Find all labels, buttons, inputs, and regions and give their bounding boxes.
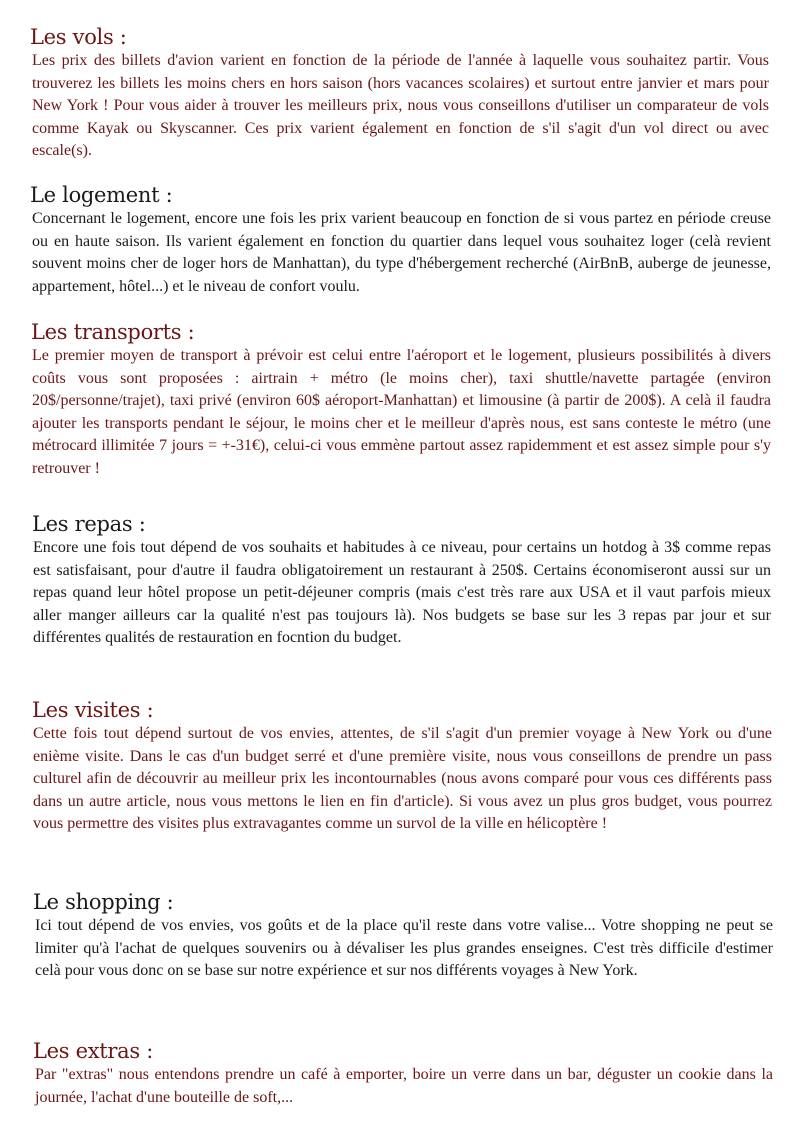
section-body: Les prix des billets d'avion varient en fonction de la période de l'année à laquelle vous souhaitez partir. Vous trouverez les billets les moins chers en hors saison (hors vacances scolaires) et surtout entre janvier et mars pour New York ! Pour vous aider à trouver les meilleurs prix, nous vous conseillons d'utiliser un comparateur de vols comme Kayak ou Skyscanner. Ces prix varient également en fonction de s'il s'agit d'un vol direct ou avec escale(s). bbox=[32, 52, 769, 160]
section-heading: Les extras : bbox=[33, 1039, 154, 1063]
section-heading: Les visites : bbox=[32, 698, 154, 722]
section-heading: Le shopping : bbox=[33, 890, 174, 914]
section-body: Le premier moyen de transport à prévoir est celui entre l'aéroport et le logement, plusieurs possibilités à divers coûts vous sont proposées : airtrain + métro (le moins cher), taxi shuttle/navette partagée (environ 20$/personne/trajet), taxi privé (environ 60$ aéroport-Manhattan) et limousine (à partir de 200$). A celà il faudra ajouter les transports pendant le séjour, le moins cher et le meilleur d'après nous, est sans conteste le métro (une métrocard illimitée 7 jours = +-31€), celui-ci vous emmène partout assez rapidemment et est assez simple pour s'y retrouver ! bbox=[32, 347, 771, 477]
section-heading: Les repas : bbox=[32, 512, 146, 536]
section-repas bbox=[0, 511, 801, 650]
section-heading: Les transports : bbox=[31, 320, 195, 344]
section-transports bbox=[0, 319, 801, 481]
section-logement bbox=[0, 182, 801, 298]
section-body: Encore une fois tout dépend de vos souhaits et habitudes à ce niveau, pour certains un hotdog à 3$ comme repas est satisfaisant, pour d'autre il faudra obligatoirement un restaurant à 250$. Certains économiseront aussi sur un repas quand leur hôtel propose un petit-déjeuner compris (mais c'est très rare aux USA et il vaut parfois mieux aller manger ailleurs car la qualité n'est pas toujours là). Nos budgets se base sur les 3 repas par jour et sur différentes qualités de restauration en focntion du budget. bbox=[33, 539, 771, 647]
section-vols bbox=[0, 24, 801, 163]
section-visites bbox=[0, 697, 801, 836]
section-shopping bbox=[0, 889, 801, 983]
section-heading: Le logement : bbox=[30, 183, 173, 207]
section-body: Ici tout dépend de vos envies, vos goûts et de la place qu'il reste dans votre valise... Votre shopping ne peut se limiter qu'à l'achat de quelques souvenirs ou à dévaliser les plus grandes enseignes. C'est très difficile d'estimer celà pour vous donc on se base sur notre expérience et sur nos différents voyages à New York. bbox=[35, 917, 773, 980]
section-heading: Les vols : bbox=[30, 25, 127, 49]
section-body: Concernant le logement, encore une fois les prix varient beaucoup en fonction de si vous partez en période creuse ou en haute saison. Ils varient également en fonction du quartier dans lequel vous souhaitez loger (celà revient souvent moins cher de loger hors de Manhattan), du type d'hébergement recherché (AirBnB, auberge de jeunesse, appartement, hôtel...) et le niveau de confort voulu. bbox=[32, 210, 771, 295]
section-body: Cette fois tout dépend surtout de vos envies, attentes, de s'il s'agit d'un premier voyage à New York ou d'une enième visite. Dans le cas d'un budget serré et d'une première visite, nous vous conseillons de prendre un pass culturel afin de découvrir au meilleur prix les incontournables (nous avons comparé pour vous ces différents pass dans un autre article, nous vous mettons le lien en fin d'article). Si vous avez un plus gros budget, vous pourrez vous permettre des visites plus extravagantes comme un survol de la ville en hélicoptère ! bbox=[33, 725, 772, 833]
section-body: Par "extras" nous entendons prendre un café à emporter, boire un verre dans un bar, déguster un cookie dans la journée, l'achat d'une bouteille de soft,... bbox=[35, 1066, 773, 1106]
section-extras bbox=[0, 1038, 801, 1109]
